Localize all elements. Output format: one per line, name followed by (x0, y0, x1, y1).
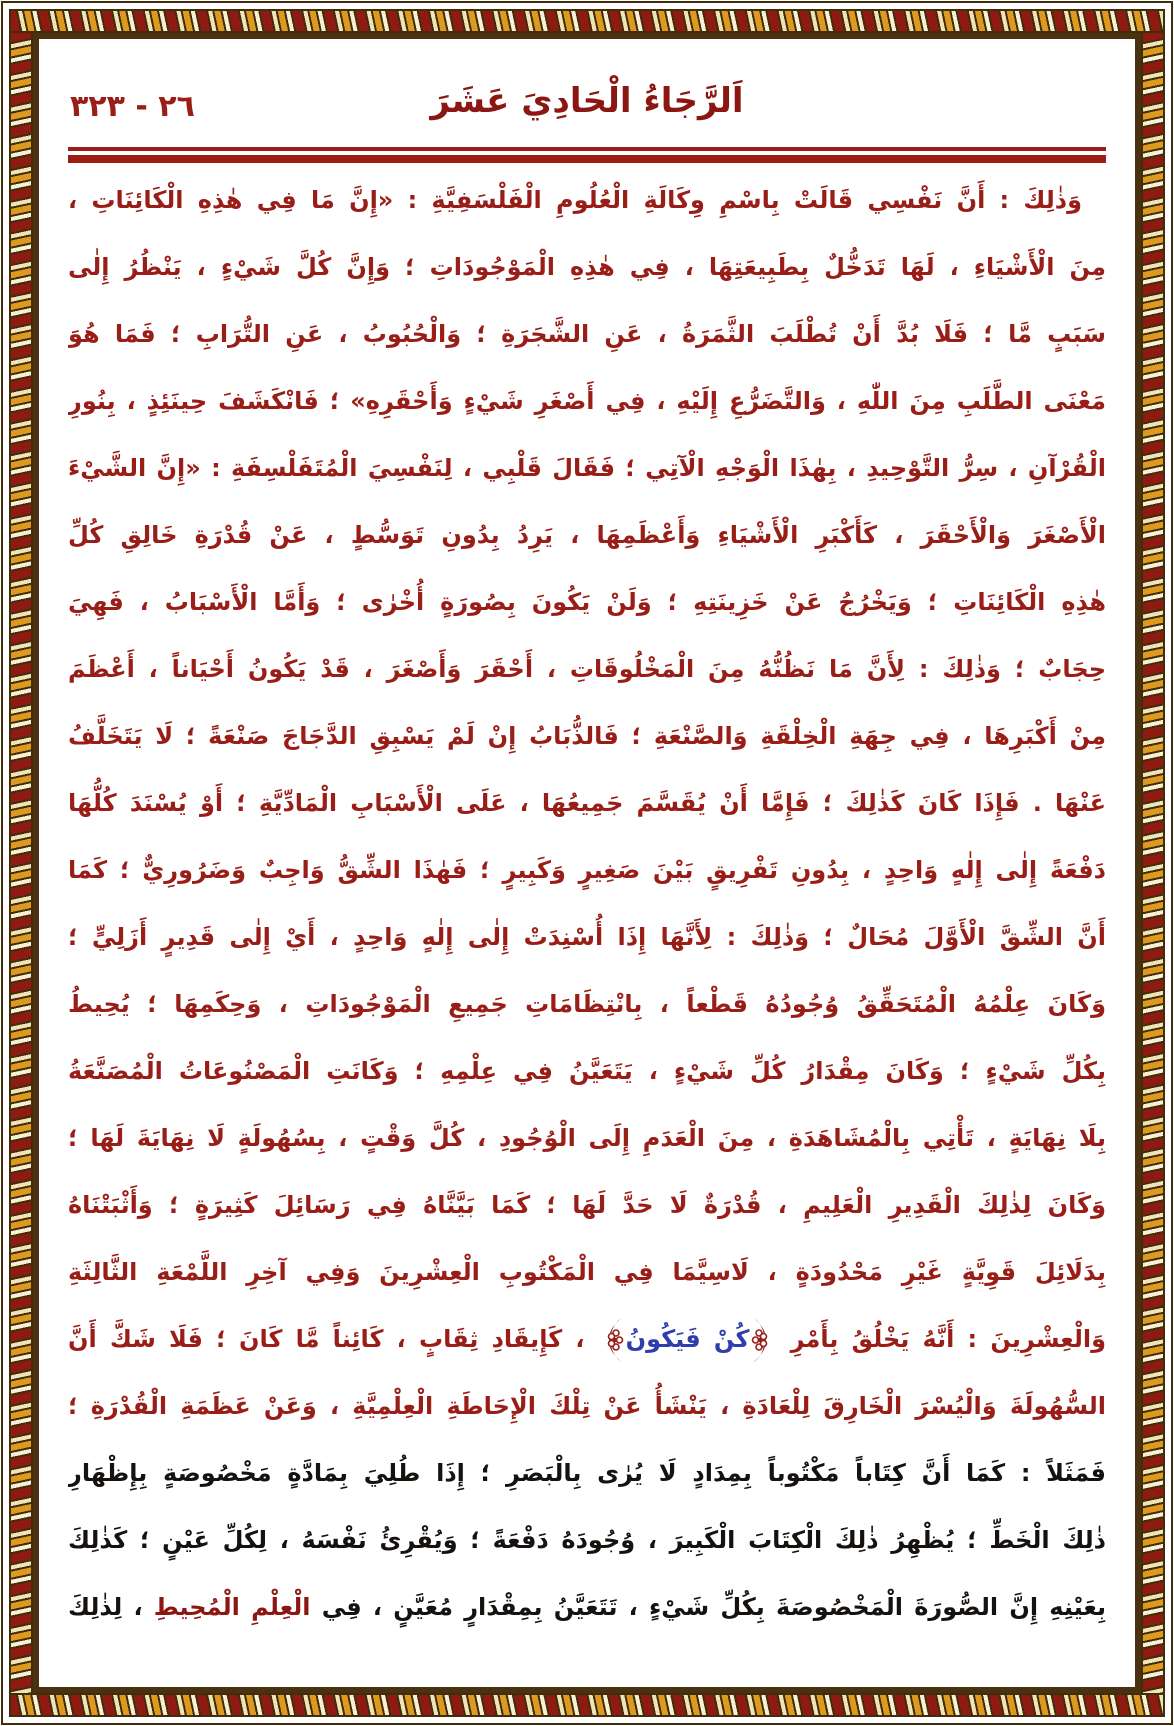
ornamental-border-left (9, 31, 33, 1695)
text-segment: الْقُرْآنِ ، سِرُّ التَّوْحِيدِ ، بِهٰذَا الْوَجْهِ الْآتِي ؛ فَقَالَ قَلْبِي ، لِنَفْسِيَ الْمُتَفَلْسِفَةِ : «إِنَّ الشَّيْءَ (68, 454, 1106, 482)
text-segment: الْأَصْغَرَ وَالْأَحْقَرَ ، كَأَكْبَرِ الْأَشْيَاءِ وَأَعْظَمِهَا ، يَرِدُ بِدُونِ تَوَسُّطٍ ، عَنْ قُدْرَةِ خَالِقِ كُلِّ (68, 521, 1106, 549)
text-segment: بِلَا نِهَايَةٍ ، تَأْتِي بِالْمُشَاهَدَةِ ، مِنَ الْعَدَمِ إِلَى الْوُجُودِ ، كُلَّ وَقْتٍ ، بِسُهُولَةٍ لَا نِهَايَةَ لَهَا ؛ (68, 1124, 1106, 1152)
body-line (68, 1306, 1106, 1373)
ornamental-border-bottom (9, 1693, 1165, 1717)
ornamental-border-right (1141, 31, 1165, 1695)
body-line (68, 770, 1106, 837)
ornamental-border-top (9, 9, 1165, 33)
body-line (68, 301, 1106, 368)
body-line (68, 703, 1106, 770)
divider-thick-rule (68, 155, 1106, 163)
body-line (68, 837, 1106, 904)
body-line (68, 1105, 1106, 1172)
text-segment: أَنَّ الشِّقَّ الْأَوَّلَ مُحَالٌ ؛ وَذٰلِكَ : لِأَنَّهَا إِذَا أُسْنِدَتْ إِلٰى إِلٰهٍ وَاحِدٍ ، أَيْ إِلٰى قَدِيرٍ أَزَلِيٍّ ؛ (68, 923, 1106, 951)
text-segment: بِكُلِّ شَيْءٍ ؛ وَكَانَ مِقْدَارُ كُلِّ شَيْءٍ ، يَتَعَيَّنُ فِي عِلْمِهِ ؛ وَكَانَتِ الْمَصْنُوعَاتُ الْمُصَنَّعَةُ (68, 1057, 1106, 1085)
body-line (68, 971, 1106, 1038)
page-number: ٢٦ - ٣٢٣ (70, 89, 195, 124)
page-content (39, 39, 1135, 1687)
header-divider (68, 147, 1106, 163)
body-line (68, 502, 1106, 569)
body-line (68, 1239, 1106, 1306)
text-segment: عَنْهَا . فَإِذَا كَانَ كَذٰلِكَ ؛ فَإِمَّا أَنْ يُقَسَّمَ جَمِيعُهَا ، عَلَى الْأَسْبَابِ الْمَادِّيَّةِ ؛ أَوْ يُسْنَدَ كُلُّهَا (68, 789, 1106, 817)
body-line (68, 569, 1106, 636)
text-segment: ، كَإِيقَادِ ثِقَابٍ ، كَائِناً مَّا كَانَ ؛ فَلَا شَكَّ أَنَّ (68, 1325, 598, 1353)
ornate-bracket-open-icon (751, 1317, 775, 1363)
body-line (68, 1172, 1106, 1239)
text-segment: دَفْعَةً إِلٰى إِلٰهٍ وَاحِدٍ ، بِدُونِ تَفْرِيقٍ بَيْنَ صَغِيرٍ وَكَبِيرٍ ؛ فَهٰذَا الشِّقُّ وَاجِبٌ وَضَرُورِيٌّ ؛ كَمَا (68, 856, 1106, 884)
text-segment: مَعْنَى الطَّلَبِ مِنَ اللّٰهِ ، وَالتَّضَرُّعِ إِلَيْهِ ، فِي أَصْغَرِ شَيْءٍ وَأَحْقَرِهِ» ؛ فَانْكَشَفَ حِينَئِذٍ ، بِنُورِ (68, 387, 1106, 415)
quran-quote-text: كُنْ فَيَكُونُ (625, 1325, 750, 1353)
text-segment: مِنَ الْأَشْيَاءِ ، لَهَا تَدَخُّلٌ بِطَبِيعَتِهَا ، فِي هٰذِهِ الْمَوْجُودَاتِ ؛ وَإِنَّ كُلَّ شَيْءٍ ، يَنْظُرُ إِلٰى (68, 253, 1106, 281)
text-segment: وَكَانَ عِلْمُهُ الْمُتَحَقِّقُ وُجُودُهُ قَطْعاً ، بِانْتِظَامَاتِ جَمِيعِ الْمَوْجُودَاتِ ، وَحِكَمِهَا ؛ يُحِيطُ (68, 990, 1106, 1018)
body-line (68, 435, 1106, 502)
text-segment: ، لِذٰلِكَ (68, 1593, 154, 1621)
body-line (68, 234, 1106, 301)
body-line (68, 1373, 1106, 1440)
text-segment: فَمَثَلاً : كَمَا أَنَّ كِتَاباً مَكْتُوباً بِمِدَادٍ لَا يُرٰى بِالْبَصَرِ ؛ إِذَا طُلِيَ بِمَادَّةٍ مَخْصُوصَةٍ بِإِظْهَارِ (68, 1459, 1106, 1487)
body-line (68, 1440, 1106, 1507)
text-segment: السُّهُولَةَ وَالْيُسْرَ الْخَارِقَ لِلْعَادَةِ ، يَنْشَأُ عَنْ تِلْكَ الْإِحَاطَةِ الْعِلْمِيَّةِ ، وَعَنْ عَظَمَةِ الْقُدْرَةِ ؛ (68, 1392, 1106, 1420)
text-segment: وَالْعِشْرِينَ : أَنَّهُ يَخْلُقُ بِأَمْرِ (777, 1325, 1106, 1353)
text-segment: حِجَابٌ ؛ وَذٰلِكَ : لِأَنَّ مَا نَظُنُّهُ مِنَ الْمَخْلُوقَاتِ ، أَحْقَرَ وَأَصْغَرَ ، قَدْ يَكُونُ أَحْيَاناً ، أَعْظَمَ (68, 655, 1106, 683)
emphasis-phrase: الْعِلْمِ الْمُحِيطِ (153, 1593, 311, 1621)
body-line (68, 1574, 1106, 1641)
body-line (68, 1507, 1106, 1574)
text-segment: مِنْ أَكْبَرِهَا ، فِي جِهَةِ الْخِلْقَةِ وَالصَّنْعَةِ ؛ فَالذُّبَابُ إِنْ لَمْ يَسْبِقِ الدَّجَاجَ صَنْعَةً ؛ لَا يَتَخَلَّفُ (68, 722, 1106, 750)
page-title: اَلرَّجَاءُ الْحَادِيَ عَشَرَ (430, 81, 744, 121)
text-segment: سَبَبٍ مَّا ؛ فَلَا بُدَّ أَنْ تُطْلَبَ الثَّمَرَةُ ، عَنِ الشَّجَرَةِ ؛ وَالْحُبُوبُ ، عَنِ التُّرَابِ ؛ فَمَا هُوَ (68, 320, 1106, 348)
text-segment: بِدَلَائِلَ قَوِيَّةٍ غَيْرِ مَحْدُودَةٍ ، لَاسِيَّمَا فِي الْمَكْتُوبِ الْعِشْرِينَ وَفِي آخِرِ اللَّمْعَةِ الثَّالِثَةِ (68, 1258, 1106, 1286)
text-segment: ذٰلِكَ الْخَطِّ ؛ يُظْهِرُ ذٰلِكَ الْكِتَابَ الْكَبِيرَ ، وُجُودَهُ دَفْعَةً ؛ وَيُقْرِئُ نَفْسَهُ ، لِكُلِّ عَيْنٍ ؛ كَذٰلِكَ (68, 1526, 1106, 1554)
body-line (68, 167, 1106, 234)
body-line (68, 904, 1106, 971)
body-line (68, 1038, 1106, 1105)
body-line (68, 636, 1106, 703)
text-segment: هٰذِهِ الْكَائِنَاتِ ؛ وَيَخْرُجُ عَنْ خَزِينَتِهِ ؛ وَلَنْ يَكُونَ بِصُورَةٍ أُخْرٰى ؛ وَأَمَّا الْأَسْبَابُ ، فَهِيَ (68, 588, 1106, 616)
text-segment: وَكَانَ لِذٰلِكَ الْقَدِيرِ الْعَلِيمِ ، قُدْرَةٌ لَا حَدَّ لَهَا ؛ كَمَا بَيَّنَّاهُ فِي رَسَائِلَ كَثِيرَةٍ ؛ وَأَثْبَتْنَاهُ (68, 1191, 1106, 1219)
text-segment: بِعَيْنِهِ إِنَّ الصُّورَةَ الْمَخْصُوصَةَ بِكُلِّ شَيْءٍ ، تَتَعَيَّنُ بِمِقْدَارٍ مُعَيَّنٍ ، فِي (310, 1593, 1106, 1621)
body-line (68, 368, 1106, 435)
text-segment: وَذٰلِكَ : أَنَّ نَفْسِي قَالَتْ بِاسْمِ وِكَالَةِ الْعُلُومِ الْفَلْسَفِيَّةِ : «إِنَّ مَا فِي هٰذِهِ الْكَائِنَاتِ ، (68, 186, 1082, 214)
body-text (68, 167, 1106, 1641)
ornate-bracket-close-icon (600, 1317, 624, 1363)
